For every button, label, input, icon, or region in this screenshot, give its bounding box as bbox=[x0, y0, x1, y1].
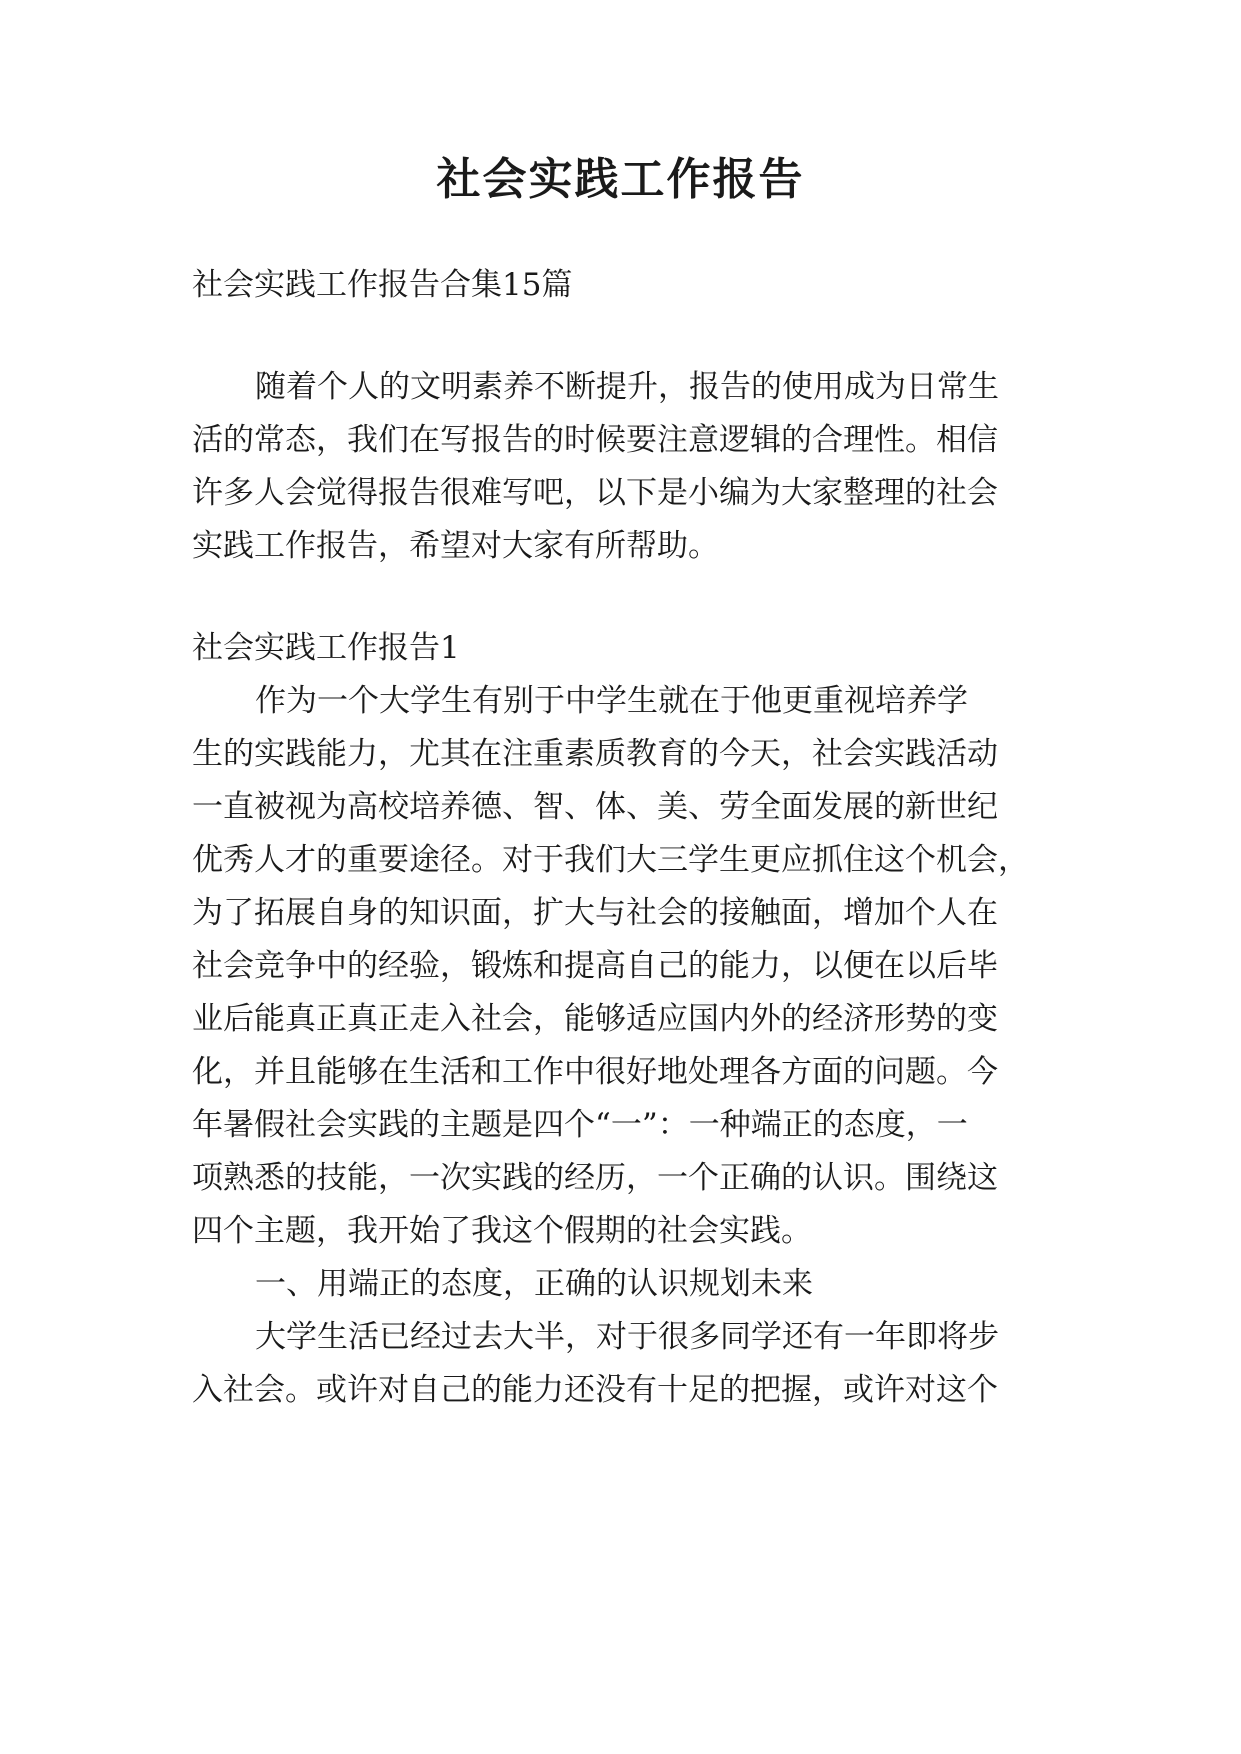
body-line: 为了拓展自身的知识面，扩大与社会的接触面，增加个人在 bbox=[192, 895, 998, 931]
body-line: 项熟悉的技能，一次实践的经历，一个正确的认识。围绕这 bbox=[192, 1160, 998, 1196]
body-line: 业后能真正真正走入社会，能够适应国内外的经济形势的变 bbox=[192, 1001, 998, 1037]
intro-line: 实践工作报告，希望对大家有所帮助。 bbox=[192, 528, 719, 564]
document-title: 社会实践工作报告 bbox=[436, 154, 805, 205]
body-line: 年暑假社会实践的主题是四个“一”：一种端正的态度，一 bbox=[192, 1107, 968, 1143]
body-line: 作为一个大学生有别于中学生就在于他更重视培养学 bbox=[255, 683, 968, 719]
document-subtitle: 社会实践工作报告合集15篇 bbox=[192, 267, 573, 303]
section-heading: 社会实践工作报告1 bbox=[192, 630, 460, 666]
body-line: 优秀人才的重要途径。对于我们大三学生更应抓住这个机会， bbox=[192, 842, 1029, 878]
intro-line: 许多人会觉得报告很难写吧，以下是小编为大家整理的社会 bbox=[192, 475, 998, 511]
intro-line: 随着个人的文明素养不断提升，报告的使用成为日常生 bbox=[255, 369, 999, 405]
body-line: 社会竞争中的经验，锻炼和提高自己的能力，以便在以后毕 bbox=[192, 948, 998, 984]
intro-line: 活的常态，我们在写报告的时候要注意逻辑的合理性。相信 bbox=[192, 422, 998, 458]
body-line: 生的实践能力，尤其在注重素质教育的今天，社会实践活动 bbox=[192, 736, 998, 772]
body-line: 入社会。或许对自己的能力还没有十足的把握，或许对这个 bbox=[192, 1372, 998, 1408]
body-line: 四个主题，我开始了我这个假期的社会实践。 bbox=[192, 1213, 812, 1249]
body-line: 一直被视为高校培养德、智、体、美、劳全面发展的新世纪 bbox=[192, 789, 998, 825]
sub-heading: 一、用端正的态度，正确的认识规划未来 bbox=[255, 1266, 813, 1302]
body-line: 化，并且能够在生活和工作中很好地处理各方面的问题。今 bbox=[192, 1054, 998, 1090]
body-line: 大学生活已经过去大半，对于很多同学还有一年即将步 bbox=[255, 1319, 999, 1355]
